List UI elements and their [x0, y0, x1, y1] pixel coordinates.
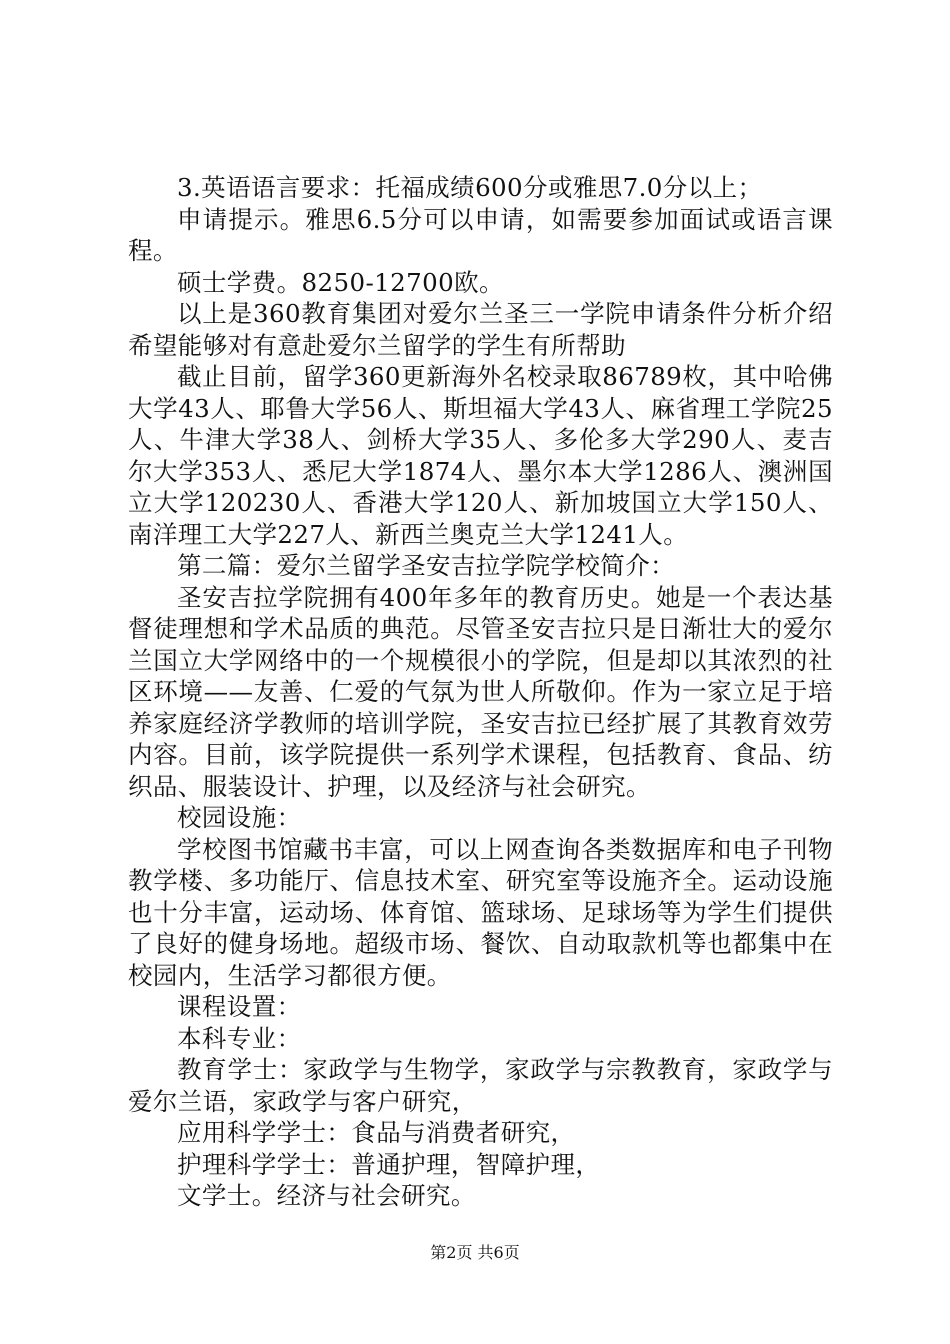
paragraph-bachelor-applied-science: 应用科学学士：食品与消费者研究， — [177, 1118, 576, 1147]
document-body — [128, 172, 833, 1212]
paragraph-campus-facilities: 学校图书馆藏书丰富，可以上网查询各类数据库和电子刊物教学楼、多功能厅、信息技术室、研究室等设施齐全。运动设施也十分丰富，运动场、体育馆、篮球场、足球场等为学生们提供了良好的健身场地。超级市场、餐饮、自动取款机等也都集中在校园内，生活学习都很方便。 — [128, 834, 833, 990]
paragraph-summary: 以上是360教育集团对爱尔兰圣三一学院申请条件分析介绍希望能够对有意赴爱尔兰留学的学生有所帮助 — [128, 299, 833, 360]
paragraph-bachelor-education: 教育学士：家政学与生物学，家政学与宗教教育，家政学与爱尔兰语，家政学与客户研究， — [128, 1055, 833, 1116]
paragraph-bachelor-nursing: 护理科学学士：普通护理，智障护理， — [177, 1149, 601, 1179]
page-number-footer: 第2页 共6页 — [430, 1243, 520, 1262]
section-heading-part-two: 第二篇：爱尔兰留学圣安吉拉学院学校简介： — [177, 551, 675, 580]
paragraph-bachelor-arts: 文学士。经济与社会研究。 — [177, 1181, 476, 1210]
heading-course-settings: 课程设置： — [177, 992, 302, 1021]
paragraph-college-intro: 圣安吉拉学院拥有400年多年的教育历史。她是一个表达基督徒理想和学术品质的典范。尽管圣安吉拉只是日渐壮大的爱尔兰国立大学网络中的一个规模很小的学院，但是却以其浓烈的社区环境——友善、仁爱的气氛为世人所敬仰。作为一家立足于培养家庭经济学教师的培训学院，圣安吉拉已经扩展了其教育效劳内容。目前，该学院提供一系列学术课程，包括教育、食品、纺织品、服装设计、护理，以及经济与社会研究。 — [128, 582, 833, 801]
paragraph-application-tip: 申请提示。雅思6.5分可以申请，如需要参加面试或语言课程。 — [128, 204, 833, 265]
heading-undergraduate: 本科专业： — [177, 1023, 302, 1053]
heading-campus-facilities: 校园设施： — [177, 803, 302, 832]
paragraph-english-requirement: 3.英语语言要求：托福成绩600分或雅思7.0分以上； — [177, 173, 763, 202]
paragraph-master-tuition: 硕士学费。8250-12700欧。 — [177, 267, 504, 297]
paragraph-admissions-stats: 截止目前，留学360更新海外名校录取86789枚，其中哈佛大学43人、耶鲁大学56人、斯坦福大学43人、麻省理工学院25人、牛津大学38人、剑桥大学35人、多伦多大学290人、麦吉尔大学353人、悉尼大学1874人、墨尔本大学1286人、澳洲国立大学120230人、香港大学120人、新加坡国立大学150人、南洋理工大学227人、新西兰奥克兰大学1241人。 — [128, 362, 833, 549]
